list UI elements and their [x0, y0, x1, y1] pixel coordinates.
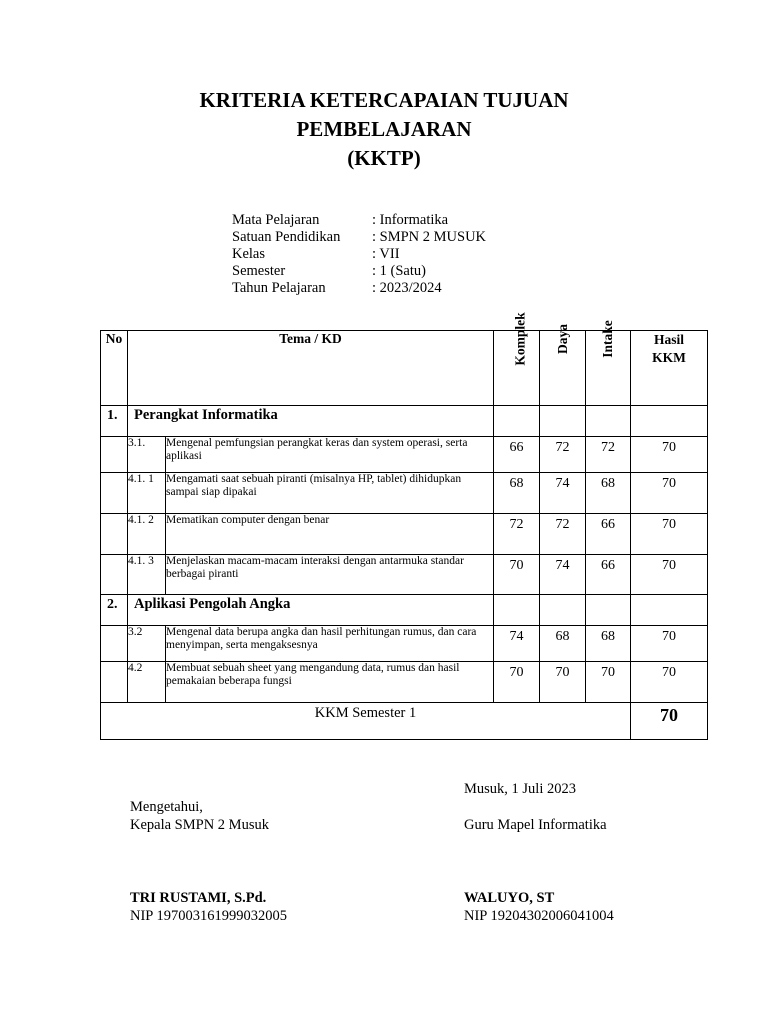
table-row [101, 626, 708, 662]
right-role: Guru Mapel Informatika [464, 817, 607, 833]
kd-description: Menjelaskan macam-macam interaksi dengan antarmuka standar berbagai piranti [166, 555, 494, 595]
info-row [232, 263, 486, 280]
table-row [101, 514, 708, 555]
daya-value: 72 [540, 437, 586, 473]
title-line-1: KRITERIA KETERCAPAIAN TUJUAN [199, 88, 569, 112]
komplek-value: 66 [494, 437, 540, 473]
section-row [101, 595, 708, 626]
intake-value: 66 [586, 555, 631, 595]
left-name: TRI RUSTAMI, S.Pd. [130, 890, 267, 906]
hasil-value: 70 [631, 626, 708, 662]
info-row [232, 246, 486, 263]
left-acknowledge: Mengetahui, [130, 799, 203, 815]
empty-cell [540, 595, 586, 626]
header-hasil: Hasil KKM [631, 331, 708, 406]
document-title [0, 86, 768, 173]
info-row [232, 229, 486, 246]
section-title: Aplikasi Pengolah Angka [128, 595, 494, 626]
daya-value: 68 [540, 626, 586, 662]
empty-cell [631, 406, 708, 437]
section-title: Perangkat Informatika [128, 406, 494, 437]
info-value: : 1 (Satu) [372, 263, 426, 279]
kkm-semester-label: KKM Semester 1 [101, 703, 631, 740]
right-name: WALUYO, ST [464, 890, 555, 906]
table-row [101, 555, 708, 595]
intake-value: 66 [586, 514, 631, 555]
table-row [101, 662, 708, 703]
place-date: Musuk, 1 Juli 2023 [464, 781, 576, 797]
info-label: Kelas [232, 246, 266, 262]
section-number: 1. [101, 406, 128, 437]
info-block [232, 212, 486, 297]
table-row [101, 437, 708, 473]
total-row [101, 703, 708, 740]
right-nip: NIP 19204302006041004 [464, 908, 614, 924]
komplek-value: 70 [494, 662, 540, 703]
kd-code: 4.1. 1 [128, 473, 166, 514]
empty-cell [101, 437, 128, 473]
header-daya-label: Daya [554, 324, 570, 354]
kktp-table [100, 312, 708, 740]
daya-value: 74 [540, 555, 586, 595]
empty-cell [494, 406, 540, 437]
title-line-2: PEMBELAJARAN [296, 117, 472, 141]
table-header-row [101, 331, 708, 406]
empty-cell [101, 514, 128, 555]
header-komplek-label: Komplek [512, 312, 528, 366]
kd-code: 3.1. [128, 437, 166, 473]
left-signature-block [130, 798, 269, 834]
hasil-value: 70 [631, 514, 708, 555]
info-row [232, 280, 486, 297]
empty-cell [101, 473, 128, 514]
intake-value: 68 [586, 626, 631, 662]
empty-cell [101, 626, 128, 662]
komplek-value: 70 [494, 555, 540, 595]
daya-value: 70 [540, 662, 586, 703]
kd-description: Mengenal data berupa angka dan hasil perhitungan rumus, dan cara menyimpan, serta mengaksesnya [166, 626, 494, 662]
intake-value: 72 [586, 437, 631, 473]
header-intake-label: Intake [600, 320, 616, 358]
right-signatory [464, 889, 614, 925]
left-nip: NIP 197003161999032005 [130, 908, 287, 924]
kd-code: 3.2 [128, 626, 166, 662]
info-value: : VII [372, 246, 400, 262]
header-intake [586, 320, 631, 406]
komplek-value: 68 [494, 473, 540, 514]
empty-cell [631, 595, 708, 626]
header-tema: Tema / KD [128, 331, 494, 406]
info-label: Tahun Pelajaran [232, 280, 326, 296]
info-label: Satuan Pendidikan [232, 229, 341, 245]
section-number: 2. [101, 595, 128, 626]
kd-description: Mengamati saat sebuah piranti (misalnya HP, tablet) dihidupkan sampai siap dipakai [166, 473, 494, 514]
komplek-value: 72 [494, 514, 540, 555]
daya-value: 72 [540, 514, 586, 555]
hasil-value: 70 [631, 555, 708, 595]
header-daya [540, 324, 586, 406]
table-row [101, 473, 708, 514]
kd-code: 4.1. 3 [128, 555, 166, 595]
kkm-semester-value: 70 [631, 703, 708, 740]
info-value: : 2023/2024 [372, 280, 442, 296]
kd-code: 4.2 [128, 662, 166, 703]
kd-description: Mematikan computer dengan benar [166, 514, 494, 555]
empty-cell [101, 555, 128, 595]
info-value: : SMPN 2 MUSUK [372, 229, 487, 245]
kd-code: 4.1. 2 [128, 514, 166, 555]
hasil-value: 70 [631, 437, 708, 473]
title-line-3: (KKTP) [347, 146, 421, 170]
info-label: Semester [232, 263, 286, 279]
empty-cell [494, 595, 540, 626]
intake-value: 68 [586, 473, 631, 514]
info-row [232, 212, 486, 229]
hasil-value: 70 [631, 662, 708, 703]
kd-description: Membuat sebuah sheet yang mengandung data, rumus dan hasil pemakaian beberapa fungsi [166, 662, 494, 703]
empty-cell [540, 406, 586, 437]
komplek-value: 74 [494, 626, 540, 662]
left-signatory [130, 889, 287, 925]
empty-cell [101, 662, 128, 703]
info-value: : Informatika [372, 212, 449, 228]
info-label: Mata Pelajaran [232, 212, 320, 228]
left-role: Kepala SMPN 2 Musuk [130, 817, 269, 833]
kd-description: Mengenal pemfungsian perangkat keras dan system operasi, serta aplikasi [166, 437, 494, 473]
empty-cell [586, 406, 631, 437]
header-komplek [494, 312, 540, 406]
section-row [101, 406, 708, 437]
daya-value: 74 [540, 473, 586, 514]
hasil-value: 70 [631, 473, 708, 514]
empty-cell [586, 595, 631, 626]
intake-value: 70 [586, 662, 631, 703]
header-no: No [101, 331, 128, 406]
